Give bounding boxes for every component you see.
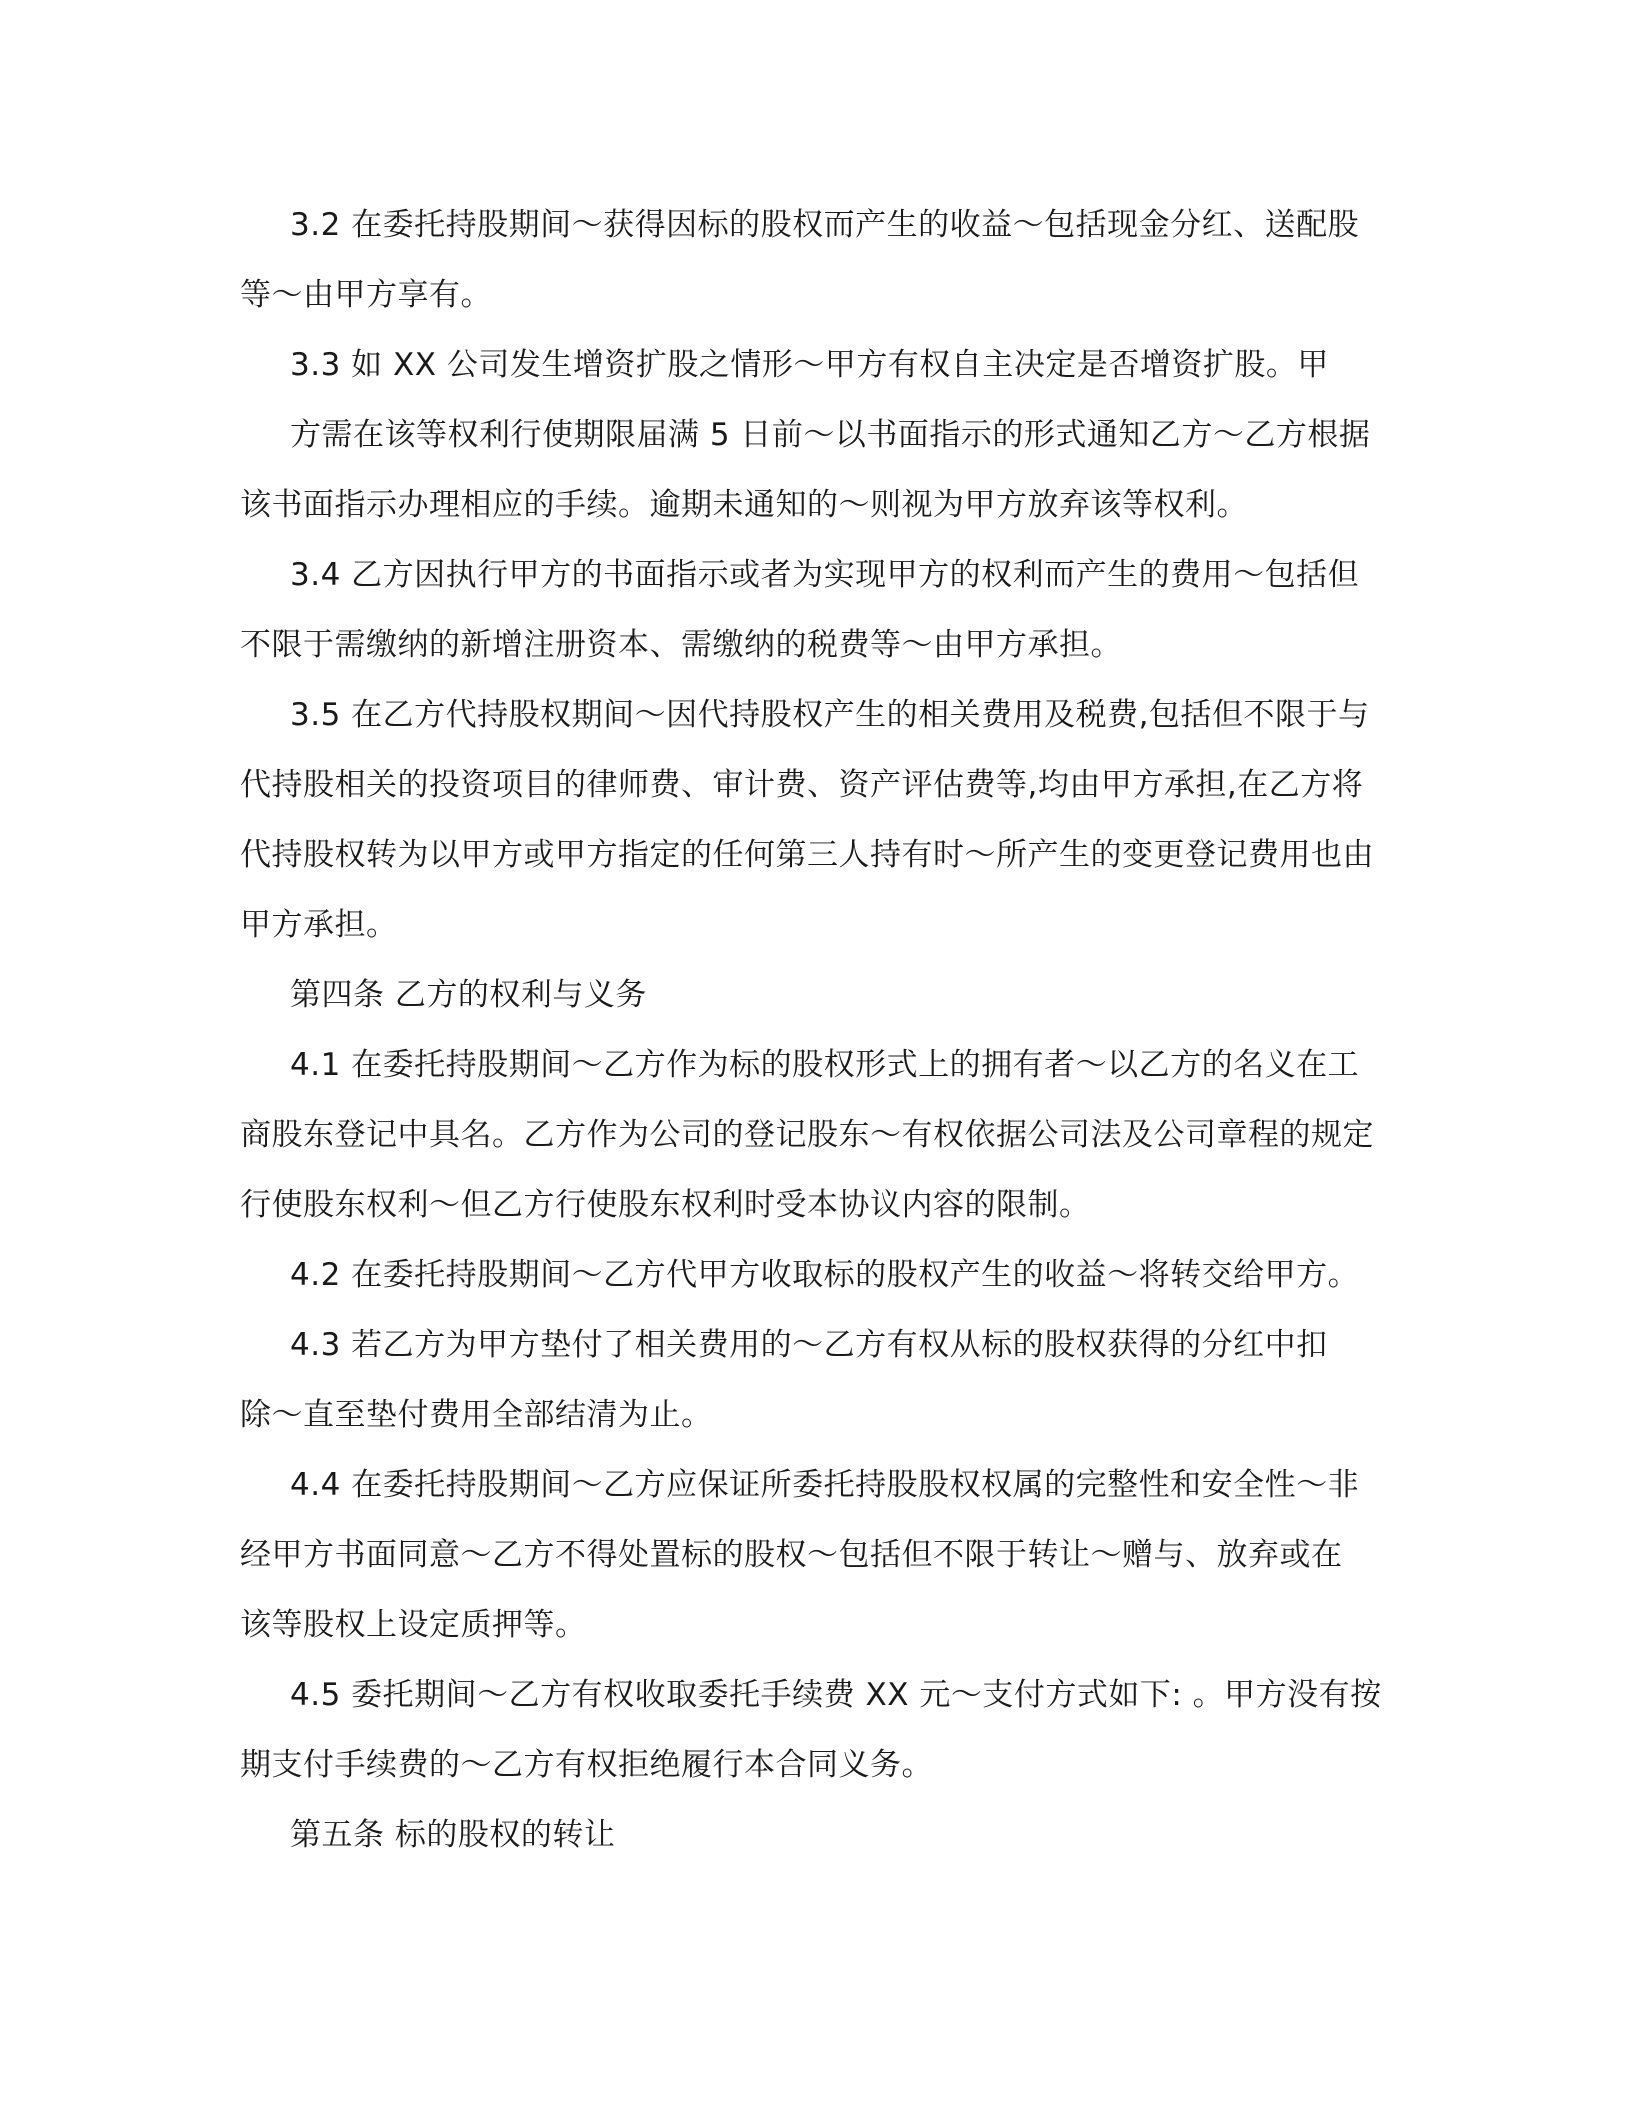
text-line: 4.1 在委托持股期间～乙方作为标的股权形式上的拥有者～以乙方的名义在工 (290, 1047, 1360, 1083)
text-line: 等～由甲方享有。 (240, 277, 492, 313)
text-line: 4.4 在委托持股期间～乙方应保证所委托持股股权权属的完整性和安全性～非 (290, 1467, 1360, 1503)
text-line: 4.5 委托期间～乙方有权收取委托手续费 XX 元～支付方式如下: 。甲方没有按 (290, 1677, 1382, 1713)
text-line: 期支付手续费的～乙方有权拒绝履行本合同义务。 (240, 1747, 933, 1783)
text-line: 商股东登记中具名。乙方作为公司的登记股东～有权依据公司法及公司章程的规定 (240, 1117, 1374, 1153)
text-line: 3.4 乙方因执行甲方的书面指示或者为实现甲方的权利而产生的费用～包括但 (290, 557, 1360, 593)
section-heading: 第四条 乙方的权利与义务 (290, 977, 647, 1013)
text-line: 除～直至垫付费用全部结清为止。 (240, 1397, 713, 1433)
text-line: 该书面指示办理相应的手续。逾期未通知的～则视为甲方放弃该等权利。 (240, 487, 1248, 523)
section-heading: 第五条 标的股权的转让 (290, 1817, 616, 1853)
text-line: 甲方承担。 (240, 907, 398, 943)
text-line: 代持股相关的投资项目的律师费、审计费、资产评估费等,均由甲方承担,在乙方将 (240, 767, 1364, 803)
text-line: 经甲方书面同意～乙方不得处置标的股权～包括但不限于转让～赠与、放弃或在 (240, 1537, 1343, 1573)
text-line: 4.3 若乙方为甲方垫付了相关费用的～乙方有权从标的股权获得的分红中扣 (290, 1327, 1328, 1363)
text-line: 行使股东权利～但乙方行使股东权利时受本协议内容的限制。 (240, 1187, 1091, 1223)
text-line: 该等股权上设定质押等。 (240, 1607, 587, 1643)
text-line: 3.3 如 XX 公司发生增资扩股之情形～甲方有权自主决定是否增资扩股。甲 (290, 347, 1329, 383)
text-line: 4.2 在委托持股期间～乙方代甲方收取标的股权产生的收益～将转交给甲方。 (290, 1257, 1360, 1293)
text-line: 3.5 在乙方代持股权期间～因代持股权产生的相关费用及税费,包括但不限于与 (290, 697, 1370, 733)
text-line: 代持股权转为以甲方或甲方指定的任何第三人持有时～所产生的变更登记费用也由 (240, 837, 1374, 873)
text-line: 方需在该等权利行使期限届满 5 日前～以书面指示的形式通知乙方～乙方根据 (290, 417, 1371, 453)
text-line: 3.2 在委托持股期间～获得因标的股权而产生的收益～包括现金分红、送配股 (290, 207, 1360, 243)
text-line: 不限于需缴纳的新增注册资本、需缴纳的税费等～由甲方承担。 (240, 627, 1122, 663)
